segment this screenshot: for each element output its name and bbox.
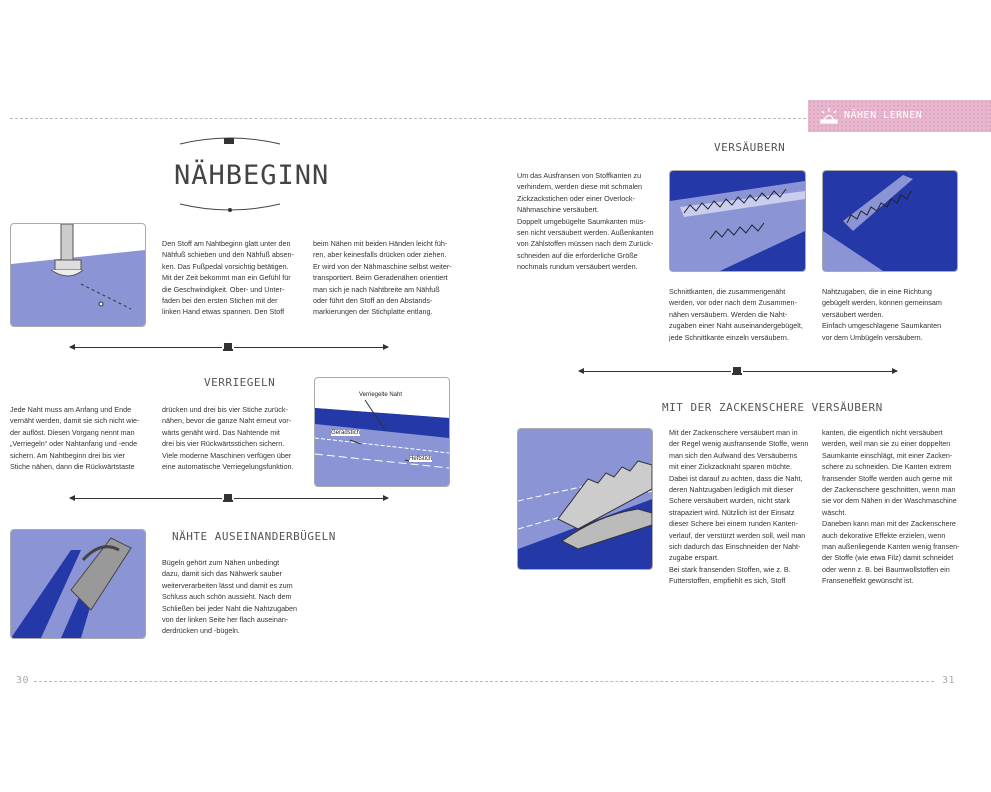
naehte-text: Bügeln gehört zum Nähen unbedingt dazu, damit sich das Nähwerk sauber weiterverarbeiten lässt und damit es zum Schluss auch schön aussieht. Nach dem Schließen bei jeder Naht die Nahtzugaben von der linken Seite her flach auseinan- derdrücken und -bügeln. [162,558,298,636]
intro-column-2: beim Nähen mit beiden Händen leicht füh- ren, aber keinesfalls drücken oder ziehen. Er wird von der Nähmaschine selbst weiter- transportiert. Beim Geradenähen orientiert man sich je nach Nahtbreite am Nähfuß oder führt den Stoff an den Abstands- markierungen der Stichplatte entlang. [313,239,452,317]
label-verriegelte-naht: Verriegelte Naht [359,392,403,398]
label-geradstich: Geradstich [331,430,361,436]
verriegeln-column-2: drücken und drei bis vier Stiche zurück- nähen, bevor die ganze Naht erneut vor- wärts genäht wird. Das Nahtende mit drei bis vier Rückwärtsstichen sichern. Viele moderne Maschinen verfügen über eine automatische Verriegelungsfunktion. [162,405,294,472]
top-dashed-rule [10,118,806,119]
zackenschere-column-1: Mit der Zackenschere versäubert man in der Regel wenig ausfransende Stoffe, wenn man sich den Aufwand des Versäuberns mit einer Zickzacknaht sparen möchte. Dabei ist darauf zu achten, dass die Naht, deren Nahtzugaben lediglich mit dieser Schere versäubert wurden, nicht stark strapaziert wird. Nützlich ist der Einsatz dieser Schere bei einem runden Kanten- verlauf, der verstürzt werden soll, weil man sich dadurch das Einschneiden der Naht- zugabe erspart. Bei stark fransenden Stoffen, wie z. B. Futterstoffen, empfiehlt es sich, Stoff [669,428,809,586]
caption-versaeubern-2: Nahtzugaben, die in eine Richtung gebügelt werden, können gemeinsam versäubert werden. Einfach umgeschlagene Saumkanten vor dem Umbügeln versäubern. [822,287,942,342]
section-tab [808,100,991,132]
caption-versaeubern-1: Schnittkanten, die zusammengenäht werden, vor oder nach dem Zusammen- nähen versäubern. Werden die Naht- zugaben einer Naht auseinandergebügelt, jede Schnittkante einzeln versäubern. [669,287,803,342]
intro-column-1: Den Stoff am Nahtbeginn glatt unter den Nähfuß schieben und den Nähfuß absen- ken. Das Fußpedal vorsichtig betätigen. Mit der Zeit bekommt man ein Gefühl für die Geschwindigkeit. Ober- und Unter- faden bei den ersten Stichen mit der linken Hand etwas spannen. Den Stoff [162,239,294,317]
presser-foot-illustration [10,223,146,327]
sewing-machine-icon [222,342,234,352]
sewing-machine-icon [818,106,840,126]
zackenschere-heading: MIT DER ZACKENSCHERE VERSÄUBERN [662,401,883,414]
pinking-shears-image [517,428,653,570]
sewing-machine-icon [731,366,743,376]
bottom-dashed-rule [34,681,934,682]
zigzag-single-edge-image [669,170,806,272]
versaeubern-intro: Um das Ausfransen von Stoffkanten zu verhindern, werden diese mit schmalen Zickzackstichen oder einer Overlock- Nähmaschine versäubert. Doppelt umgebügelte Saumkanten müs- sen nicht versäubert werden. Außenkanten von Zählstoffen müssen nach dem Zurück- schneiden auf die erforderliche Größe nochmals rundum versäubert werden. [517,171,654,272]
verriegeln-column-1: Jede Naht muss am Anfang und Ende vernäht werden, damit sie sich nicht wie- der auflöst. Diesen Vorgang nennt man „Verriegeln“ oder Nahtanfang und -ende sichern. Am Nahtbeginn drei bis vier Stiche nähen, dann die Rückwärtstaste [10,405,140,472]
zigzag-double-edge-image [822,170,958,272]
sewing-machine-icon [222,493,234,503]
label-heftstich: Heftstich [409,456,433,462]
verriegeln-heading: VERRIEGELN [204,376,276,389]
zackenschere-column-2: kanten, die eigentlich nicht versäubert werden, weil man sie zu einer doppelten Saumkante einschlägt, mit einer Zacken- schere zu schneiden. Die Kanten extrem fransender Stoffe werden auch gerne mit der Zackenschere geschnitten, wenn man sie vor dem Nähen in der Waschmaschine wäscht. Daneben kann man mit der Zackenschere auch dekorative Effekte erzielen, wenn man außenliegende Kanten wenig fransen- der Stoffe (wie etwa Filz) damit schneidet oder wenn z. B. bei Baumwollstoffen ein Franseneffekt gewünscht ist. [822,428,960,586]
page-title: NÄHBEGINN [174,160,330,191]
versaeubern-heading: VERSÄUBERN [714,141,786,154]
naehte-heading: NÄHTE AUSEINANDERBÜGELN [172,530,336,543]
ironing-illustration [10,529,146,639]
seam-locking-diagram [314,377,450,487]
page-number-right: 31 [942,675,956,686]
page-number-left: 30 [16,675,30,686]
tab-label: NÄHEN LERNEN [844,110,923,121]
